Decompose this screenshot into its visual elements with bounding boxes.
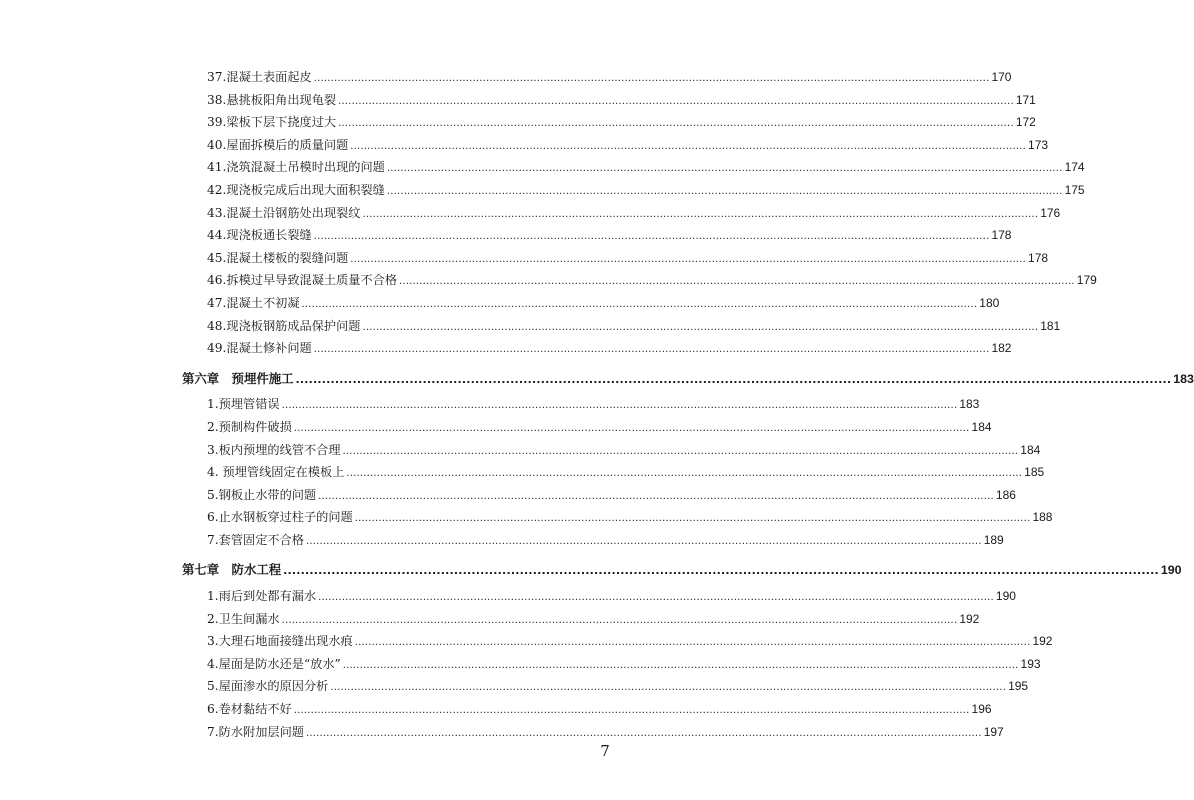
dot-leader: ........................................................................................................................................................................................................ (342, 659, 1019, 671)
page-number: 7 (600, 742, 610, 760)
toc-entry-title: 45.混凝土楼板的裂缝问题 (207, 250, 349, 265)
toc-entry-page-number: 182 (991, 341, 1012, 356)
toc-entry (182, 292, 1000, 315)
toc-entry-page-number: 183 (1173, 371, 1194, 386)
toc-entry (182, 224, 1012, 247)
toc-entry-title: 43.混凝土沿钢筋处出现裂纹 (207, 205, 361, 220)
dot-leader: ........................................................................................................................................................................................................ (295, 372, 1172, 386)
toc-entry-title: 49.混凝土修补问题 (207, 341, 312, 356)
toc-entry (182, 337, 1012, 360)
dot-leader: ........................................................................................................................................................................................................ (346, 468, 1023, 480)
dot-leader: ........................................................................................................................................................................................................ (281, 400, 958, 412)
toc-entry-page-number: 197 (983, 724, 1004, 739)
toc-entry-page-number: 181 (1040, 318, 1061, 333)
toc-entry-title: 5.屋面渗水的原因分析 (207, 679, 329, 694)
toc-entry (182, 608, 980, 631)
toc-entry-title: 2.卫生间漏水 (207, 611, 280, 626)
dot-leader: ........................................................................................................................................................................................................ (301, 298, 978, 310)
toc-entry-page-number: 178 (991, 228, 1012, 243)
toc-entry-page-number: 185 (1024, 465, 1045, 480)
toc-entry-title: 38.悬挑板阳角出现龟裂 (207, 92, 337, 107)
toc-entry-title: 6.止水钢板穿过柱子的问题 (207, 510, 353, 525)
toc-entry (182, 506, 1053, 529)
toc-entry-page-number: 174 (1064, 160, 1085, 175)
dot-leader: ........................................................................................................................................................................................................ (386, 185, 1063, 197)
toc-entry-title: 42.现浇板完成后出现大面积裂缝 (207, 182, 385, 197)
toc-entry-page-number: 173 (1028, 137, 1049, 152)
toc-entry-page-number: 195 (1008, 679, 1029, 694)
dot-leader: ........................................................................................................................................................................................................ (350, 253, 1027, 265)
toc-entry (182, 269, 1097, 292)
toc-entry-page-number: 180 (979, 295, 1000, 310)
dot-leader: ........................................................................................................................................................................................................ (281, 614, 958, 626)
dot-leader: ........................................................................................................................................................................................................ (350, 140, 1027, 152)
toc-entry (182, 675, 1029, 698)
dot-leader: ........................................................................................................................................................................................................ (354, 513, 1031, 525)
toc-entry-title: 1.预埋管错误 (207, 397, 280, 412)
toc-entry-page-number: 188 (1032, 510, 1053, 525)
dot-leader: ........................................................................................................................................................................................................ (305, 727, 982, 739)
toc-entry-title: 37.混凝土表面起皮 (207, 70, 312, 84)
toc-entry-page-number: 196 (971, 702, 992, 717)
toc-entry (182, 66, 1012, 89)
dot-leader: ........................................................................................................................................................................................................ (293, 422, 970, 434)
toc-entry-page-number: 193 (1020, 656, 1041, 671)
dot-leader: ........................................................................................................................................................................................................ (313, 344, 990, 356)
toc-entry-title: 2.预制构件破损 (207, 419, 292, 434)
dot-leader: ........................................................................................................................................................................................................ (313, 231, 990, 243)
dot-leader: ........................................................................................................................................................................................................ (318, 490, 994, 502)
toc-entry-title: 4. 预埋管线固定在模板上 (207, 465, 345, 480)
toc-entry (182, 585, 1016, 608)
dot-leader: ........................................................................................................................................................................................................ (399, 276, 1075, 288)
toc-entry-page-number: 178 (1028, 250, 1049, 265)
toc-entry-page-number: 170 (991, 70, 1012, 84)
toc-entry-page-number: 190 (1160, 563, 1182, 578)
toc-entry-title: 3.板内预埋的线管不合理 (207, 442, 341, 457)
toc-entry-title: 39.梁板下层下挠度过大 (207, 115, 337, 130)
dot-leader: ........................................................................................................................................................................................................ (305, 535, 982, 547)
dot-leader: ........................................................................................................................................................................................................ (362, 208, 1039, 220)
toc-entry-page-number: 184 (971, 419, 992, 434)
toc-entry (182, 393, 980, 416)
toc-entry-title: 第六章 预埋件施工 (182, 370, 294, 386)
toc-entry (182, 179, 1085, 202)
toc-entry-title: 1.雨后到处都有漏水 (207, 589, 317, 604)
toc-entry-page-number: 189 (983, 532, 1004, 547)
dot-leader: ........................................................................................................................................................................................................ (362, 321, 1039, 333)
toc-entry-title: 40.屋面拆模后的质量问题 (207, 137, 349, 152)
toc-entry-page-number: 192 (1032, 634, 1053, 649)
toc-entry-title: 第七章 防水工程 (182, 562, 282, 578)
toc-entry-title: 7.套管固定不合格 (207, 532, 304, 547)
toc-entry (182, 439, 1041, 462)
toc-entry-page-number: 171 (1015, 92, 1036, 107)
dot-leader: ........................................................................................................................................................................................................ (386, 163, 1063, 175)
toc-entry-title: 7.防水附加层问题 (207, 724, 304, 739)
dot-leader: ........................................................................................................................................................................................................ (283, 564, 1159, 578)
toc-entry-page-number: 192 (959, 611, 980, 626)
toc-entry (182, 89, 1036, 112)
dot-leader: ........................................................................................................................................................................................................ (313, 73, 990, 84)
toc-entry-title: 5.钢板止水带的问题 (207, 487, 317, 502)
toc-entry-page-number: 183 (959, 397, 980, 412)
toc-entry (182, 484, 1016, 507)
dot-leader: ........................................................................................................................................................................................................ (330, 682, 1007, 694)
dot-leader: ........................................................................................................................................................................................................ (338, 118, 1014, 130)
toc-entry (182, 416, 992, 439)
toc-entry (182, 630, 1053, 653)
toc-entry-page-number: 175 (1064, 182, 1085, 197)
toc-entry (182, 156, 1085, 179)
toc-chapter-heading (182, 559, 1182, 582)
toc-entry (182, 202, 1061, 225)
dot-leader: ........................................................................................................................................................................................................ (354, 637, 1031, 649)
toc-entry-title: 48.现浇板钢筋成品保护问题 (207, 318, 361, 333)
toc-entry (182, 653, 1041, 676)
toc-entry (182, 721, 1004, 744)
dot-leader: ........................................................................................................................................................................................................ (318, 592, 994, 604)
toc-entry-page-number: 184 (1020, 442, 1041, 457)
toc-entry-title: 46.拆模过早导致混凝土质量不合格 (207, 273, 398, 288)
toc-entry-title: 3.大理石地面接缝出现水痕 (207, 634, 353, 649)
toc-entry-page-number: 186 (995, 487, 1016, 502)
toc-entry-title: 47.混凝土不初凝 (207, 295, 300, 310)
toc-entry (182, 111, 1036, 134)
toc-entry (182, 315, 1061, 338)
toc-entry-title: 41.浇筑混凝土吊模时出现的问题 (207, 160, 385, 175)
toc-entry (182, 529, 1004, 552)
toc-entry-page-number: 176 (1040, 205, 1061, 220)
dot-leader: ........................................................................................................................................................................................................ (342, 445, 1019, 457)
toc-entry-title: 4.屋面是防水还是“放水” (207, 656, 341, 671)
toc-entry-page-number: 179 (1076, 273, 1097, 288)
toc-entry-page-number: 172 (1015, 115, 1036, 130)
toc-entry (182, 134, 1049, 157)
table-of-contents (182, 66, 1194, 743)
toc-entry (182, 461, 1045, 484)
toc-entry-title: 44.现浇板通长裂缝 (207, 228, 312, 243)
toc-entry-page-number: 190 (995, 589, 1016, 604)
toc-chapter-heading (182, 368, 1194, 391)
toc-entry (182, 247, 1049, 270)
toc-entry (182, 698, 992, 721)
dot-leader: ........................................................................................................................................................................................................ (293, 705, 970, 717)
dot-leader: ........................................................................................................................................................................................................ (338, 95, 1014, 107)
toc-entry-title: 6.卷材黏结不好 (207, 702, 292, 717)
